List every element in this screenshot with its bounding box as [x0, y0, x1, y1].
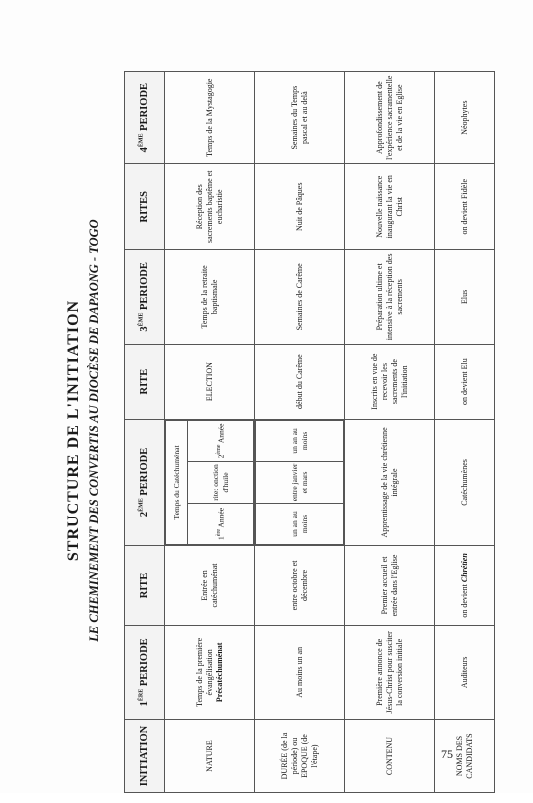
onction-rite-cell: rite: onction d'huile	[188, 462, 254, 504]
header-period-2: 2ÈME PERIODE	[125, 419, 165, 546]
duree-between: entre janvier et mars	[256, 462, 344, 504]
duree-year-1: un an au moins	[256, 503, 344, 545]
row-label-nature: NATURE	[165, 720, 255, 793]
catechumenat-title: Temps du Catéchuménat	[166, 420, 188, 545]
duree-subtable	[255, 420, 344, 546]
row-label-noms: NOMS DES CANDIDATS	[435, 720, 495, 793]
nature-rites-3: Réception des sacrements baptême et eucharistie	[165, 164, 255, 250]
header-rite-2: RITE	[125, 344, 165, 419]
header-period-3: 3ÈME PERIODE	[125, 250, 165, 344]
initiation-table	[124, 71, 495, 793]
page-title: STRUCTURE DE L'INITIATION	[65, 299, 82, 562]
duree-period-2	[255, 419, 345, 546]
header-period-4: 4ÈME PERIODE	[125, 72, 165, 164]
duree-year-2: un an au moins	[256, 420, 344, 462]
noms-rite-1: on devient Chrétien	[435, 546, 495, 625]
nature-period-3: Temps de la retraite baptismale	[165, 250, 255, 344]
header-period-1: 1ÈRE PERIODE	[125, 625, 165, 719]
contenu-rites-3: Nouvelle naissance inaugurant la vie en Christ	[345, 164, 435, 250]
noms-period-4: Néophytes	[435, 72, 495, 164]
row-nature	[165, 72, 255, 793]
nature-period-1-bold: Précatéchuménat	[214, 642, 224, 703]
rotated-content	[57, 58, 507, 803]
duree-period-4: Semaines du Temps pascal et au delà	[255, 72, 345, 164]
row-duree	[255, 72, 345, 793]
duree-rite-2: début du Carême	[255, 344, 345, 419]
nature-rite-1: Entrée en catéchuménat	[165, 546, 255, 625]
noms-period-1: Auditeurs	[435, 625, 495, 719]
contenu-period-2: Apprentissage de la vie chrétienne intégrale	[345, 419, 435, 546]
noms-period-2: Catéchumènes	[435, 419, 495, 546]
page-subtitle: LE CHEMINEMENT DES CONVERTIS AU DIOCÈSE DE DAPAONG - TOGO	[87, 219, 101, 642]
header-row	[125, 72, 165, 793]
noms-period-3: Elus	[435, 250, 495, 344]
duree-rite-1: entre octobre et décembre	[255, 546, 345, 625]
contenu-period-1: Première annonce de Jésus-Christ pour susciter la conversion initiale	[345, 625, 435, 719]
noms-rite-2: on devient Elu	[435, 344, 495, 419]
duree-period-3: Semaines de Carême	[255, 250, 345, 344]
nature-period-1-text: Temps de la première évangélisation	[194, 637, 214, 707]
page-number: 75	[441, 747, 453, 761]
nature-rite-2: ELECTION	[165, 344, 255, 419]
noms-rites-3: on devient Fidèle	[435, 164, 495, 250]
row-noms	[435, 72, 495, 793]
nature-period-1	[165, 625, 255, 719]
contenu-rite-1: Premier accueil et entrée dans l'Eglise	[345, 546, 435, 625]
duree-rites-3: Nuit de Pâques	[255, 164, 345, 250]
year-2-cell: 2ème Année	[188, 420, 254, 462]
contenu-rite-2: Inscrits en vue de recevoir les sacrements de l'initiation	[345, 344, 435, 419]
row-label-contenu: CONTENU	[345, 720, 435, 793]
nature-period-4: Temps de la Mystagogie	[165, 72, 255, 164]
contenu-period-4: Approfondissement de l'expérience sacramentelle et de la vie en Eglise	[345, 72, 435, 164]
contenu-period-3: Préparation ultime et intensive à la réception des sacrements	[345, 250, 435, 344]
row-contenu	[345, 72, 435, 793]
catechumenat-subtable	[165, 420, 254, 546]
header-initiation: INITIATION	[125, 720, 165, 793]
row-label-duree: DURÉE (de la période) ou EPOQUE (de l'étape)	[255, 720, 345, 793]
header-rites-3: RITES	[125, 164, 165, 250]
duree-period-1: Au moins un an	[255, 625, 345, 719]
header-rite-1: RITE	[125, 546, 165, 625]
year-1-cell: 1ère Année	[188, 503, 254, 545]
nature-period-2	[165, 419, 255, 546]
